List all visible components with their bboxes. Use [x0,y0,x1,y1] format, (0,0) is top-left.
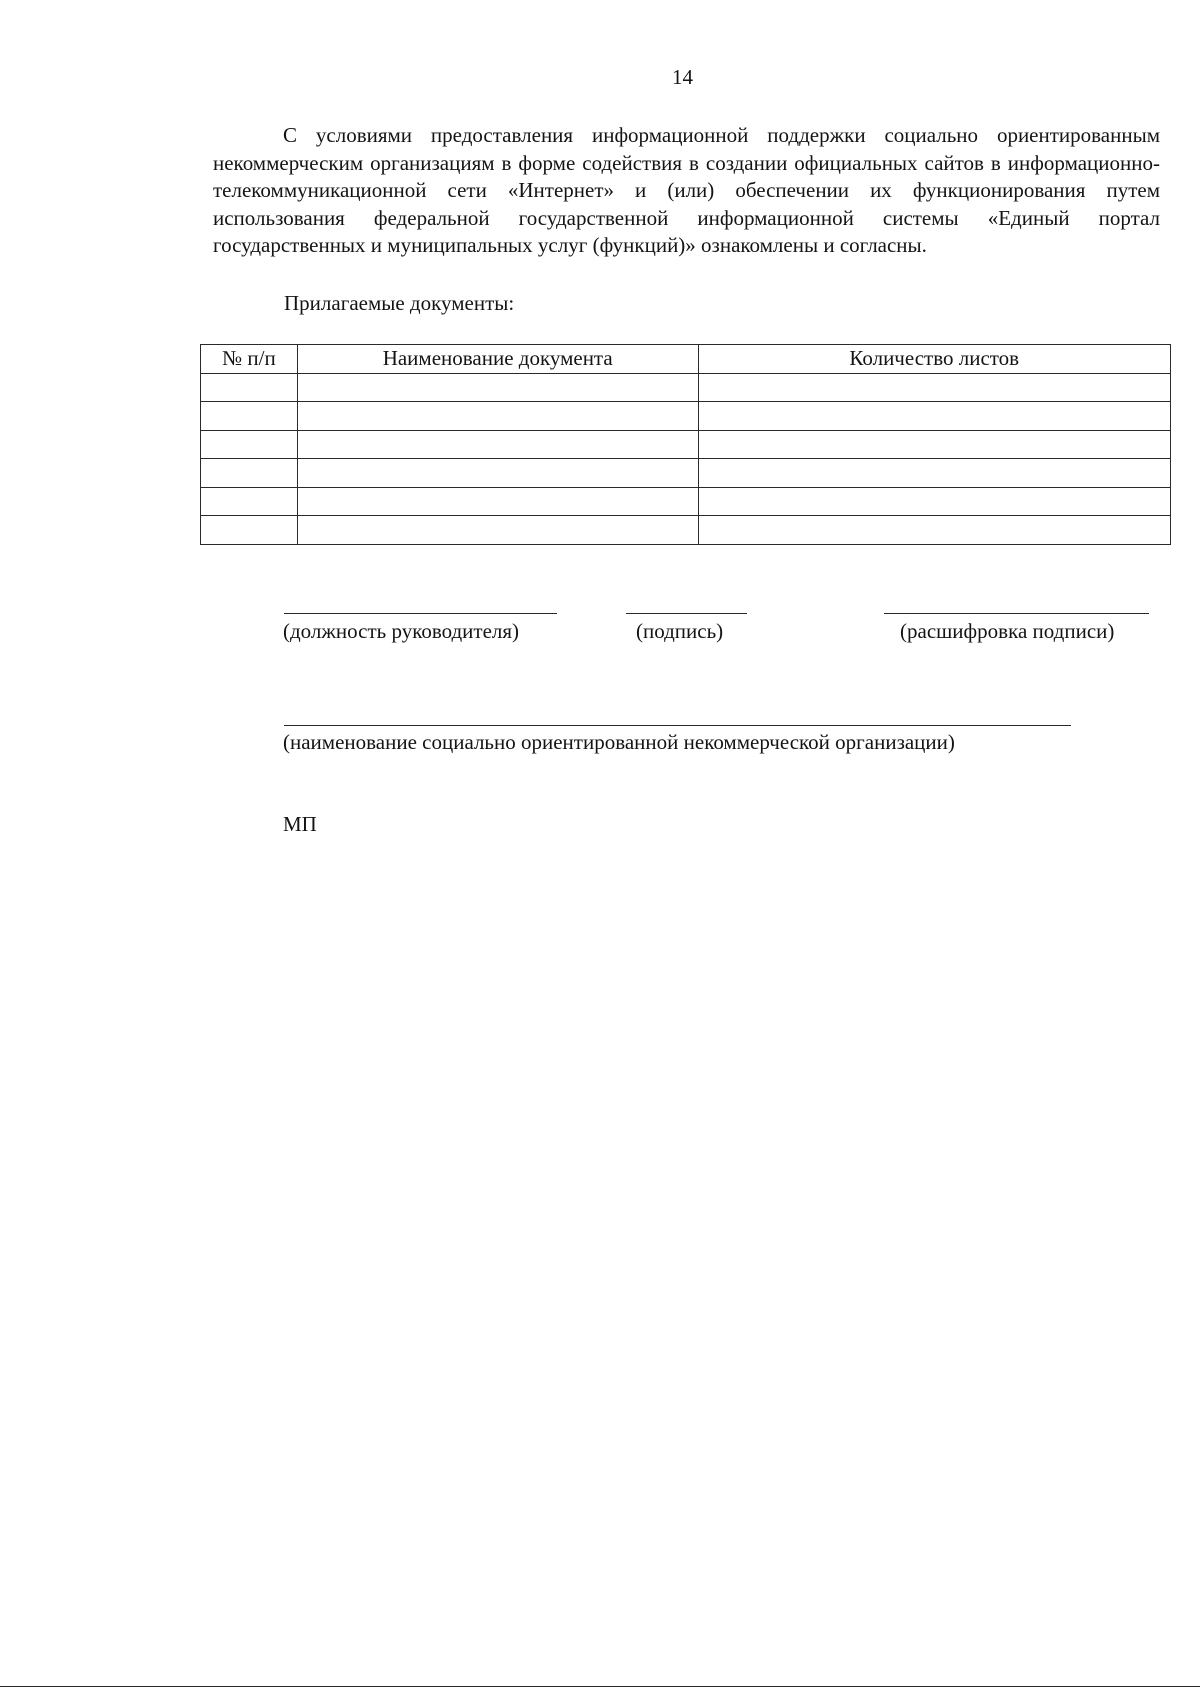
stamp-placeholder: МП [283,812,317,836]
position-signature-line[interactable] [284,613,557,614]
table-row [201,402,1171,431]
table-cell[interactable] [698,402,1171,431]
table-cell[interactable] [698,459,1171,488]
column-header-document-name: Наименование документа [297,345,698,374]
documents-table [200,344,1171,545]
table-header-row [201,345,1171,374]
table-cell[interactable] [297,430,698,459]
table-cell[interactable] [698,373,1171,402]
organization-caption: (наименование социально ориентированной некоммерческой организации) [283,730,955,754]
table-row [201,373,1171,402]
table-cell[interactable] [297,487,698,516]
table-cell[interactable] [297,516,698,545]
signature-line[interactable] [626,613,747,614]
column-header-number: № п/п [201,345,298,374]
attachments-label: Прилагаемые документы: [284,291,515,315]
decoding-signature-line[interactable] [884,613,1149,614]
table-row [201,459,1171,488]
consent-paragraph: С условиями предоставления информационной поддержки социально ориентированным некоммерческим организациям в форме содействия в создании официальных сайтов в информационно-телекоммуникационной сети «Интернет» и (или) обеспечении их функционирования путем использования федеральной государственной информационной системы «Единый портал государственных и муниципальных услуг (функций)» ознакомлены и согласны. [213,123,1160,257]
organization-name-line[interactable] [284,725,1071,726]
decoding-caption: (расшифровка подписи) [900,619,1115,643]
table-cell[interactable] [698,430,1171,459]
table-cell[interactable] [201,402,298,431]
signature-caption: (подпись) [636,619,724,643]
table-row [201,516,1171,545]
table-cell[interactable] [201,430,298,459]
table-cell[interactable] [297,373,698,402]
page-bottom-rule [0,1686,1200,1687]
table-cell[interactable] [698,516,1171,545]
table-cell[interactable] [201,516,298,545]
table-cell[interactable] [201,459,298,488]
column-header-sheet-count: Количество листов [698,345,1171,374]
body-text [213,122,1160,260]
table-cell[interactable] [297,402,698,431]
page-number: 14 [672,65,693,89]
table-row [201,430,1171,459]
table-cell[interactable] [297,459,698,488]
table-row [201,487,1171,516]
table-cell[interactable] [201,373,298,402]
position-caption: (должность руководителя) [283,619,520,643]
table-cell[interactable] [201,487,298,516]
table-cell[interactable] [698,487,1171,516]
